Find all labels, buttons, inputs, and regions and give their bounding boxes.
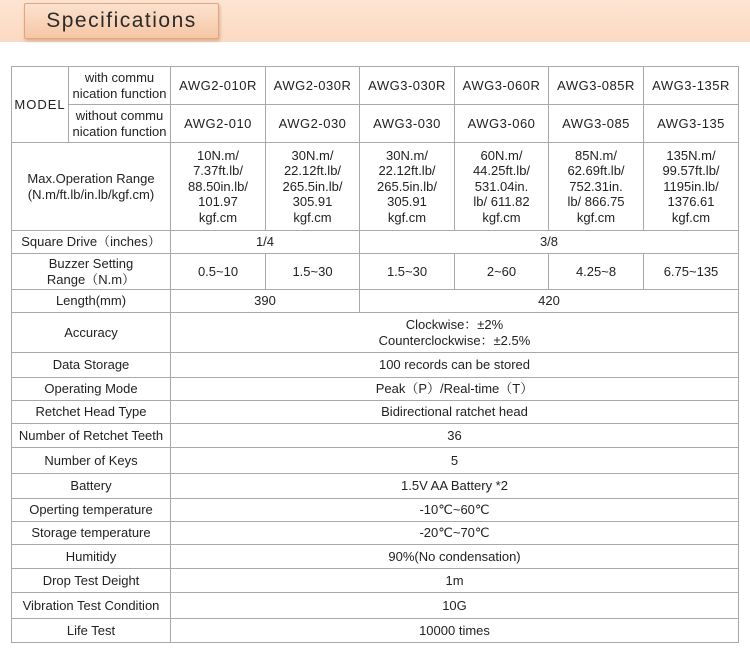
buzzer-value: 0.5~10: [171, 254, 266, 290]
buzzer-value: 1.5~30: [360, 254, 455, 290]
torque-line: 60N.m/: [480, 147, 523, 163]
buzzer-value: 2~60: [455, 254, 549, 290]
spec-row-label: Humitidy: [12, 545, 171, 569]
square-drive-row: [12, 231, 739, 254]
spec-row-label: Number of Keys: [12, 448, 171, 474]
torque-line: 99.57ft.lb/: [662, 163, 720, 179]
spec-row-label: Life Test: [12, 619, 171, 643]
spec-row-value: 90%(No condensation): [171, 545, 739, 569]
torque-range-cell: [171, 143, 266, 231]
without-comm-label-line-1: without commu: [75, 107, 164, 123]
spec-row-label: Drop Test Deight: [12, 569, 171, 593]
torque-line: kgf.cm: [482, 209, 521, 225]
spec-row-label: Data Storage: [12, 353, 171, 378]
spec-row: [12, 424, 739, 448]
model-code: AWG2-030R: [266, 67, 360, 105]
spec-row-label: Operating Mode: [12, 378, 171, 401]
torque-line: 265.5in.lb/: [282, 178, 343, 194]
torque-line: 44.25ft.lb/: [472, 163, 531, 179]
spec-row-value: 1m: [171, 569, 739, 593]
torque-line: 7.37ft.lb/: [193, 163, 243, 179]
model-code: AWG3-135: [644, 105, 739, 143]
spec-row-value: 36: [171, 424, 739, 448]
spec-row: [12, 545, 739, 569]
model-row-with-comm: [12, 67, 739, 105]
buzzer-label-line-1: Buzzer Setting: [48, 255, 134, 271]
model-code: AWG2-010R: [171, 67, 266, 105]
page-title: Specifications: [24, 3, 219, 39]
spec-row-label: Vibration Test Condition: [12, 593, 171, 619]
accuracy-label: Accuracy: [12, 313, 171, 353]
torque-range-cell: [360, 143, 455, 231]
torque-line: kgf.cm: [671, 209, 711, 225]
length-value: 390: [171, 290, 360, 313]
max-range-label-line-2: (N.m/ft.lb/in.lb/kgf.cm): [27, 186, 155, 202]
spec-row-value: 10G: [171, 593, 739, 619]
spec-table: [11, 66, 739, 643]
spec-row: [12, 619, 739, 643]
model-code: AWG2-010: [171, 105, 266, 143]
torque-range-cell: [266, 143, 360, 231]
length-row: [12, 290, 739, 313]
model-label: MODEL: [12, 67, 69, 143]
spec-row-label: Operting temperature: [12, 499, 171, 522]
buzzer-label-line-2: Range（N.m）: [46, 271, 136, 287]
spec-row-label: Retchet Head Type: [12, 401, 171, 424]
spec-row: [12, 401, 739, 424]
torque-range-cell: [455, 143, 549, 231]
model-code: AWG2-030: [266, 105, 360, 143]
model-row-without-comm: [12, 105, 739, 143]
spec-row: [12, 522, 739, 545]
buzzer-label: [12, 254, 171, 290]
spec-row: [12, 353, 739, 378]
spec-row-value: 5: [171, 448, 739, 474]
torque-line: 265.5in.lb/: [377, 178, 437, 194]
torque-line: 1376.61: [667, 194, 715, 210]
square-drive-value: 3/8: [360, 231, 739, 254]
model-code: AWG3-085R: [549, 67, 644, 105]
with-comm-label-line-1: with commu: [84, 69, 155, 85]
spec-row: [12, 448, 739, 474]
buzzer-value: 4.25~8: [549, 254, 644, 290]
spec-row-label: Number of Retchet Teeth: [12, 424, 171, 448]
spec-row-label: Battery: [12, 474, 171, 499]
square-drive-label: Square Drive（inches）: [12, 231, 171, 254]
torque-line: 22.12ft.lb/: [378, 163, 436, 179]
accuracy-row: [12, 313, 739, 353]
length-value: 420: [360, 290, 739, 313]
torque-line: 30N.m/: [291, 147, 334, 163]
model-code: AWG3-060R: [455, 67, 549, 105]
torque-line: 62.69ft.lb/: [567, 163, 625, 179]
torque-line: 305.91: [387, 194, 427, 210]
spec-row-value: 10000 times: [171, 619, 739, 643]
model-code: AWG3-085: [549, 105, 644, 143]
spec-row-value: Bidirectional ratchet head: [171, 401, 739, 424]
spec-row-value: Peak（P）/Real-time（T）: [171, 378, 739, 401]
accuracy-value: [171, 313, 739, 353]
spec-row-value: -20℃~70℃: [171, 522, 739, 545]
torque-line: 10N.m/: [197, 147, 239, 163]
model-code: AWG3-135R: [644, 67, 739, 105]
model-code: AWG3-030: [360, 105, 455, 143]
torque-range-cell: [549, 143, 644, 231]
spec-row-value: -10℃~60℃: [171, 499, 739, 522]
torque-line: kgf.cm: [293, 209, 332, 225]
torque-line: 135N.m/: [666, 147, 716, 163]
torque-line: kgf.cm: [387, 209, 427, 225]
torque-line: kgf.cm: [576, 209, 616, 225]
torque-line: 1195in.lb/: [663, 178, 719, 194]
torque-line: 531.04in.: [474, 178, 529, 194]
length-label: Length(mm): [12, 290, 171, 313]
spec-row-value: 1.5V AA Battery *2: [171, 474, 739, 499]
spec-row: [12, 569, 739, 593]
torque-line: kgf.cm: [198, 209, 238, 225]
spec-row: [12, 593, 739, 619]
spec-row: [12, 474, 739, 499]
spec-row: [12, 499, 739, 522]
spec-row: [12, 378, 739, 401]
accuracy-counterclockwise: Counterclockwise：±2.5%: [378, 332, 531, 348]
model-code: AWG3-060: [455, 105, 549, 143]
torque-line: lb/ 866.75: [567, 194, 625, 210]
buzzer-row: [12, 254, 739, 290]
buzzer-value: 6.75~135: [644, 254, 739, 290]
accuracy-clockwise: Clockwise：±2%: [405, 316, 504, 332]
torque-line: 101.97: [198, 194, 238, 210]
square-drive-value: 1/4: [171, 231, 360, 254]
torque-range-cell: [644, 143, 739, 231]
spec-row-label: Storage temperature: [12, 522, 171, 545]
without-comm-label-line-2: nication function: [72, 123, 167, 139]
torque-line: 30N.m/: [386, 147, 428, 163]
torque-line: 752.31in.: [569, 178, 623, 194]
max-range-row: [12, 143, 739, 231]
torque-line: lb/ 611.82: [473, 194, 530, 210]
model-code: AWG3-030R: [360, 67, 455, 105]
torque-line: 305.91: [292, 194, 333, 210]
buzzer-value: 1.5~30: [266, 254, 360, 290]
torque-line: 88.50in.lb/: [188, 178, 248, 194]
torque-line: 85N.m/: [575, 147, 617, 163]
spec-row-value: 100 records can be stored: [171, 353, 739, 378]
torque-line: 22.12ft.lb/: [283, 163, 342, 179]
with-comm-label: [69, 67, 171, 105]
max-range-label: [12, 143, 171, 231]
max-range-label-line-1: Max.Operation Range: [27, 170, 155, 186]
without-comm-label: [69, 105, 171, 143]
with-comm-label-line-2: nication function: [72, 85, 167, 101]
